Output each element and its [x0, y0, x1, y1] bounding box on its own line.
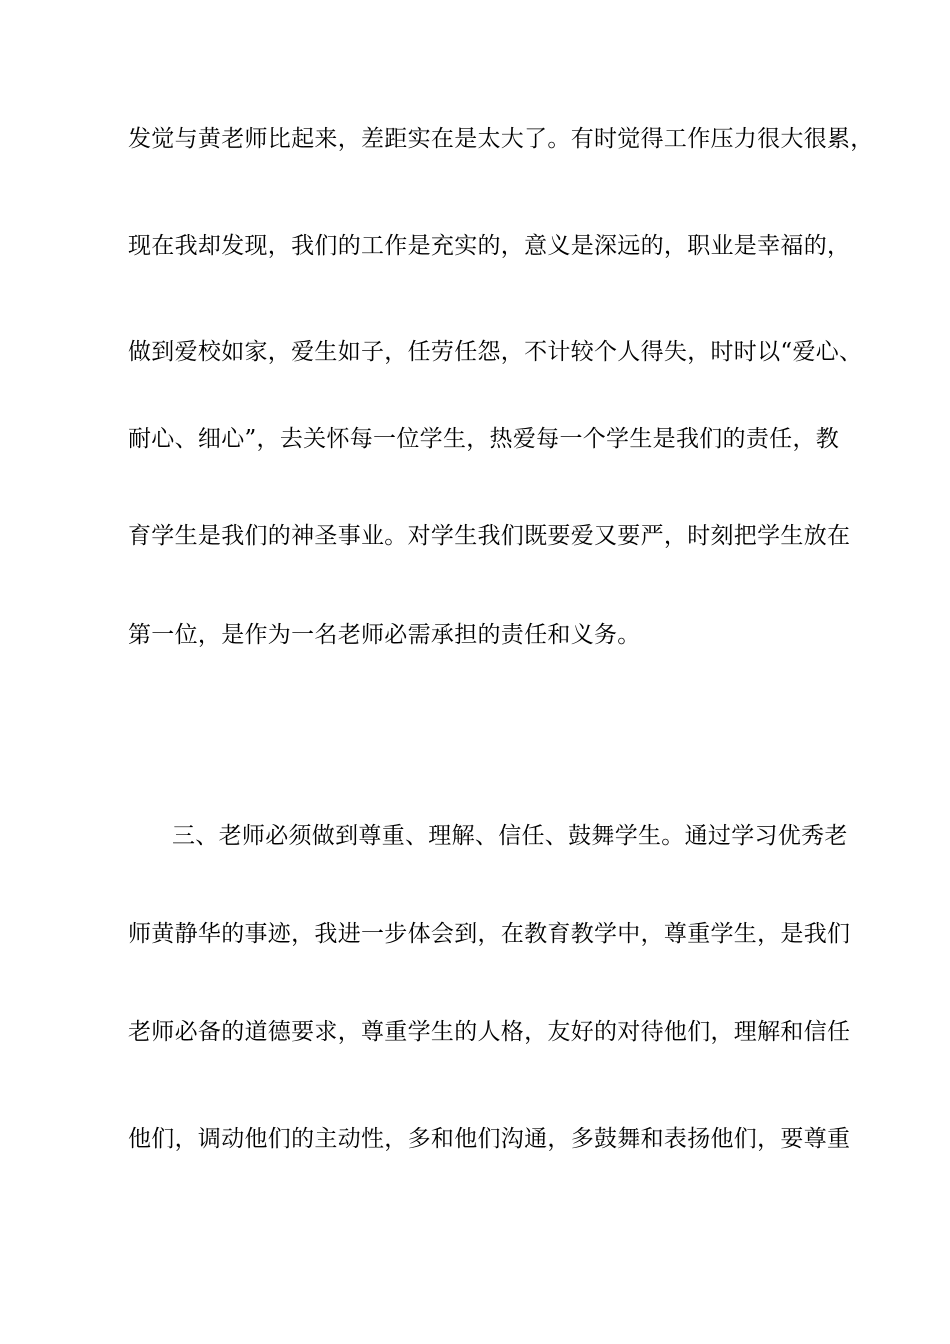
- text-line: 育学生是我们的神圣事业。对学生我们既要爱又要严，时刻把学生放在: [128, 523, 851, 549]
- text-line: 发觉与黄老师比起来，差距实在是太大了。有时觉得工作压力很大很累，: [128, 126, 874, 152]
- text-line: 他们，调动他们的主动性，多和他们沟通，多鼓舞和表扬他们，要尊重: [128, 1126, 851, 1152]
- text-line: 做到爱校如家，爱生如子，任劳任怨，不计较个人得失，时时以“爱心、: [128, 339, 863, 365]
- text-line: 师黄静华的事迹，我进一步体会到，在教育教学中，尊重学生，是我们: [128, 921, 851, 947]
- text-line: 三、老师必须做到尊重、理解、信任、鼓舞学生。通过学习优秀老: [172, 823, 848, 849]
- text-line: 老师必备的道德要求，尊重学生的人格，友好的对待他们，理解和信任: [128, 1019, 851, 1045]
- text-line: 第一位，是作为一名老师必需承担的责任和义务。: [128, 622, 641, 648]
- text-line: 耐心、细心”，去关怀每一位学生，热爱每一个学生是我们的责任，教: [128, 426, 840, 452]
- text-line: 现在我却发现，我们的工作是充实的，意义是深远的，职业是幸福的，: [128, 233, 851, 259]
